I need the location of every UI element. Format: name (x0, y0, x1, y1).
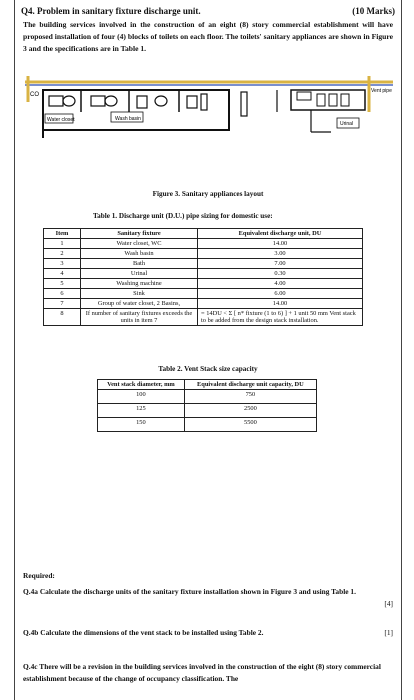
du-cell: 6.00 (198, 289, 363, 299)
figure-caption: Figure 3. Sanitary appliances layout (152, 190, 264, 198)
water-closet-label: Water closet (47, 117, 75, 123)
du-cell: 0.30 (198, 269, 363, 279)
co-label: CO (30, 92, 39, 98)
du-cell: 14.00 (198, 299, 363, 309)
question-4b-marks: [1] (384, 628, 393, 637)
discharge-unit-table (43, 228, 363, 326)
item-cell: 1 (44, 239, 81, 249)
du-cell: 4.00 (198, 279, 363, 289)
question-4a (23, 586, 393, 608)
item-cell: 4 (44, 269, 81, 279)
table-row (44, 259, 363, 269)
diameter-cell: 125 (98, 404, 185, 418)
item-cell: 5 (44, 279, 81, 289)
fixture-cell: Urinal (81, 269, 198, 279)
table-row (44, 299, 363, 309)
question-4b (23, 627, 393, 639)
capacity-cell: 2500 (184, 404, 316, 418)
diameter-cell: 150 (98, 418, 185, 432)
vent-stack-table (97, 379, 317, 432)
vent-pipe-label: Vent pipe (371, 88, 392, 94)
column-header: Item (44, 229, 81, 239)
question-4a-marks: [4] (384, 599, 393, 608)
fixture-cell: Washing machine (81, 279, 198, 289)
question-4a-text: Q.4a Calculate the discharge units of the sanitary fixture installation shown in Figure 3 and using Table 1. (23, 587, 356, 596)
item-cell: 7 (44, 299, 81, 309)
table1-caption: Table 1. Discharge unit (D.U.) pipe sizing for domestic use: (93, 212, 273, 220)
table-row (44, 289, 363, 299)
fixture-cell: Sink (81, 289, 198, 299)
exam-page (14, 0, 402, 700)
question-header (21, 6, 395, 16)
capacity-cell: 5500 (184, 418, 316, 432)
table-row (44, 279, 363, 289)
item-cell: 8 (44, 309, 81, 326)
column-header: Equivalent discharge unit capacity, DU (184, 380, 316, 390)
fixture-cell: Group of water closet, 2 Basins, (81, 299, 198, 309)
capacity-cell: 750 (184, 390, 316, 404)
item-cell: 3 (44, 259, 81, 269)
fixture-cell: Bath (81, 259, 198, 269)
du-cell: 14.00 (198, 239, 363, 249)
urinal-label: Urinal (340, 121, 354, 127)
table-header-row (44, 229, 363, 239)
fixture-cell: Wash basin (81, 249, 198, 259)
item-cell: 2 (44, 249, 81, 259)
table-header-row (98, 380, 317, 390)
du-cell: = 14DU < Σ [ n* fixture (1 to 6) ] + 1 unit 50 mm Vent stack to be added from the design stack installation. (198, 309, 363, 326)
question-4c-text: Q.4c There will be a revision in the building services involved in the construction of the eight (8) story commercial establishment because of the change of occupancy classification. The (23, 662, 381, 683)
du-cell: 7.00 (198, 259, 363, 269)
table-row (98, 390, 317, 404)
du-cell: 3.00 (198, 249, 363, 259)
table2-caption: Table 2. Vent Stack size capacity (158, 365, 258, 373)
item-cell: 6 (44, 289, 81, 299)
table-row (44, 239, 363, 249)
fixture-cell: If number of sanitary fixtures exceeds the units in item 7 (81, 309, 198, 326)
question-title: Q4. Problem in sanitary fixture discharge unit. (21, 6, 201, 16)
table-row (44, 249, 363, 259)
required-heading: Required: (23, 571, 55, 580)
wash-basin-label: Wash basin (115, 116, 141, 122)
table-row (44, 269, 363, 279)
question-4b-text: Q.4b Calculate the dimensions of the vent stack to be installed using Table 2. (23, 628, 264, 637)
table-row (98, 404, 317, 418)
diameter-cell: 100 (98, 390, 185, 404)
column-header: Vent stack diameter, mm (98, 380, 185, 390)
column-header: Equivalent discharge unit, DU (198, 229, 363, 239)
column-header: Sanitary fixture (81, 229, 198, 239)
sanitary-layout-figure (25, 72, 393, 170)
question-marks: (10 Marks) (352, 6, 395, 16)
table-row (98, 418, 317, 432)
table-row (44, 309, 363, 326)
question-paragraph: The building services involved in the construction of an eight (8) story commercial establishment will have proposed installation of four (4) blocks of toilets on each floor. The toilets' sanitary appliances are shown in Figure 3 and the specifications are in Table 1. (23, 20, 393, 53)
fixture-cell: Water closet, WC (81, 239, 198, 249)
